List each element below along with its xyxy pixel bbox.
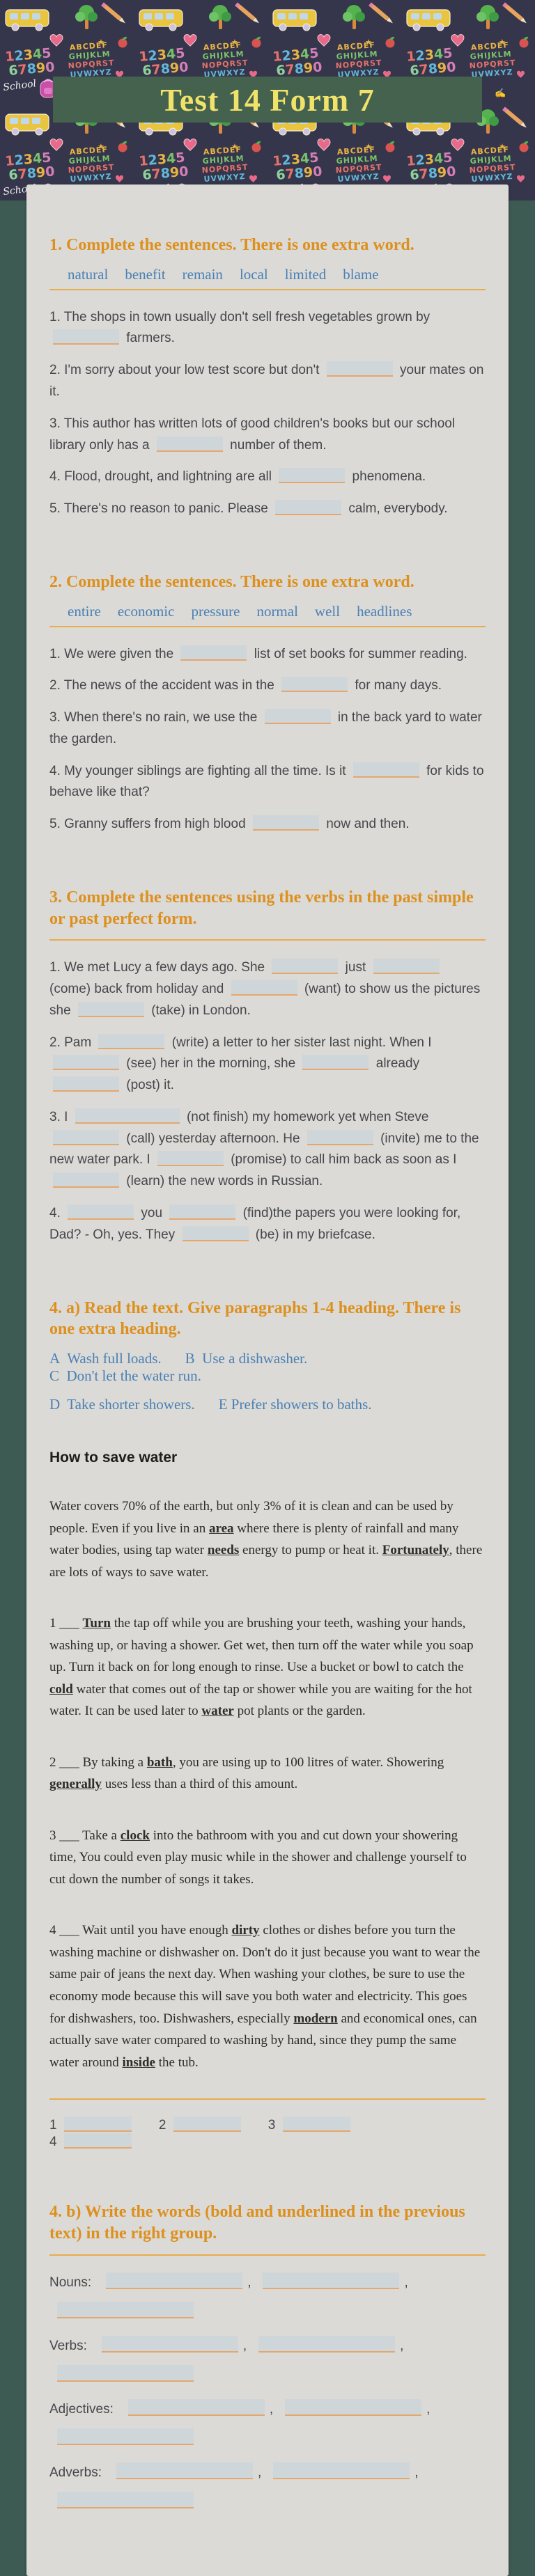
answer-blank[interactable] — [275, 500, 341, 515]
comma: , — [242, 2338, 247, 2353]
heading-options — [49, 1350, 486, 1413]
bold-underlined-word: Fortunately — [382, 1543, 449, 1558]
word-bank-item: entire — [68, 602, 101, 620]
answer-blank[interactable] — [64, 2133, 132, 2149]
answer-blank[interactable] — [57, 2365, 194, 2382]
section-3-items — [49, 957, 486, 1246]
answer-blank[interactable] — [53, 1130, 119, 1145]
answer-blank[interactable] — [253, 815, 319, 831]
word-bank-item: headlines — [357, 602, 412, 620]
sentence-item: 2. I'm sorry about your low test score but don't your mates on it. — [49, 363, 484, 400]
answer-blank[interactable] — [57, 2492, 194, 2508]
reading-paragraph-3: 3 ___ Take a clock into the bathroom with you and cut down your showering time, You could even play music while in the shower and challenge yourself to cut down the number of songs it takes. — [49, 1828, 467, 1887]
answer-blank[interactable] — [279, 468, 345, 483]
sentence-item: 5. Granny suffers from high blood now and then. — [49, 817, 410, 832]
section-4a-heading: 4. a) Read the text. Give paragraphs 1-4 heading. There is one extra heading. — [49, 1298, 461, 1339]
paragraph-answer — [268, 2118, 354, 2133]
paragraph-number: 1 — [49, 2118, 61, 2133]
word-group-label: Verbs: — [49, 2338, 87, 2353]
answer-blank[interactable] — [106, 2272, 242, 2289]
comma: , — [257, 2465, 262, 2480]
answer-blank[interactable] — [263, 2272, 399, 2289]
word-group — [49, 2272, 486, 2319]
word-bank-item: blame — [343, 265, 379, 283]
answer-blank[interactable] — [98, 1034, 164, 1049]
answer-blank[interactable] — [272, 959, 338, 974]
paragraph-number: 3 — [268, 2118, 279, 2133]
bold-underlined-word: area — [209, 1521, 234, 1536]
paragraph-answer — [49, 2135, 135, 2149]
reading-paragraph-2: 2 ___ By taking a bath, you are using up to 100 litres of water. Showering generally uses less than a third of this amount. — [49, 1754, 444, 1792]
word-bank-item: natural — [68, 265, 109, 283]
answer-blank[interactable] — [64, 2116, 132, 2132]
word-bank-item: well — [314, 602, 341, 620]
answer-blank[interactable] — [68, 1204, 134, 1220]
divider — [49, 289, 486, 290]
answer-blank[interactable] — [183, 1226, 249, 1241]
answer-blank[interactable] — [53, 1172, 119, 1188]
sentence-item: 4. Flood, drought, and lightning are all phenomena. — [49, 469, 426, 485]
section-2 — [49, 572, 486, 835]
sentence-item: 3. This author has written lots of good children's books but our school library only has a number of them. — [49, 416, 456, 453]
answer-blank[interactable] — [102, 2336, 238, 2353]
section-3-heading: 3. Complete the sentences using the verbs in the past simple or past perfect form. — [49, 888, 474, 928]
answer-blank[interactable] — [128, 2399, 265, 2416]
bold-underlined-word: cold — [49, 1681, 73, 1697]
reading-title: How to save water — [49, 1449, 178, 1466]
sentence-item: 5. There's no reason to panic. Please calm, everybody. — [49, 501, 448, 517]
bold-underlined-word: clock — [120, 1828, 150, 1843]
bold-underlined-word: water — [201, 1704, 234, 1719]
bold-underlined-word: dirty — [231, 1923, 260, 1938]
word-bank-item: remain — [182, 265, 223, 283]
word-group-label: Nouns: — [49, 2275, 92, 2290]
comma: , — [400, 2338, 404, 2353]
comma: , — [247, 2275, 251, 2290]
sentence-item: 1. We met Lucy a few days ago. She just (come) back from holiday and (want) to show us the pictures she (take) in London. — [49, 960, 481, 1018]
page-title-banner — [53, 77, 482, 123]
sentence-item: 1. We were given the list of set books for summer reading. — [49, 646, 467, 661]
comma: , — [404, 2275, 408, 2290]
sentence-item: 3. I (not finish) my homework yet when Steve (call) yesterday afternoon. He (invite) me to the new water park. I (promise) to call him back as soon as I (learn) the new words in Russian. — [49, 1109, 479, 1189]
word-bank-item: benefit — [125, 265, 166, 283]
bold-underlined-word: modern — [293, 2011, 338, 2026]
sentence-item: 2. The news of the accident was in the for many days. — [49, 678, 442, 693]
divider — [49, 2098, 486, 2100]
section-1 — [49, 235, 486, 520]
answer-blank[interactable] — [353, 762, 419, 778]
answer-blank[interactable] — [53, 1055, 119, 1070]
comma: , — [414, 2465, 419, 2480]
section-1-items — [49, 307, 486, 520]
section-4a — [49, 1298, 486, 2151]
heading-option: E Prefer showers to baths. — [218, 1395, 372, 1413]
section-2-heading: 2. Complete the sentences. There is one extra word. — [49, 572, 414, 591]
reading-paragraph-4: 4 ___ Wait until you have enough dirty clothes or dishes before you turn the washing machine or dishwasher on. Don't do it just because you want to wear the same pair of jeans the next day. When washing your clothes, be sure to use the economy mode because this will save you both water and electricity. This goes for dishwashers, too. Dishwashers, especially modern and economical ones, can actually save water compared to washing by hand, since they pump the same water around inside the tub. — [49, 1923, 481, 2070]
bold-underlined-word: needs — [207, 1543, 240, 1558]
answer-blank[interactable] — [265, 709, 331, 724]
answer-blank[interactable] — [307, 1130, 373, 1145]
answer-blank[interactable] — [327, 361, 393, 377]
reading-paragraph-1: 1 ___ Turn the tap off while you are brushing your teeth, washing your hands, washing up, or having a shower. Get wet, then turn off the water while you soap up. Turn it back on for long enough to rinse. Use a bucket or bowl to catch the cold water that comes out of the tap or shower while you are waiting for the hot water. It can be used later to water pot plants or the garden. — [49, 1616, 474, 1719]
answer-blank[interactable] — [116, 2463, 253, 2479]
sentence-item: 4. you (find)the papers you were looking for, Dad? - Oh, yes. They (be) in my briefcase. — [49, 1206, 461, 1242]
answer-blank[interactable] — [231, 980, 297, 996]
heading-options-row-1 — [49, 1350, 486, 1385]
word-bank-item: local — [239, 265, 268, 283]
heading-option: A Wash full loads. — [49, 1349, 162, 1367]
answer-blank[interactable] — [169, 1204, 235, 1220]
answer-blank[interactable] — [283, 2116, 350, 2132]
answer-blank[interactable] — [78, 1002, 144, 1017]
word-group-label: Adverbs: — [49, 2465, 102, 2480]
heading-option: B Use a dishwasher. — [185, 1349, 308, 1367]
answer-blank[interactable] — [53, 1076, 119, 1092]
sentence-item: 2. Pam (write) a letter to her sister last night. When I (see) her in the morning, she already (post) it. — [49, 1035, 432, 1093]
section-4b — [49, 2201, 486, 2508]
sentence-item: 3. When there's no rain, we use the in the back yard to water the garden. — [49, 710, 482, 746]
answer-blank[interactable] — [273, 2463, 410, 2479]
bold-underlined-word: bath — [146, 1754, 173, 1770]
answer-blank[interactable] — [302, 1055, 369, 1070]
answer-blank[interactable] — [157, 1151, 224, 1166]
bold-underlined-word: inside — [122, 2055, 155, 2070]
section-1-word-bank — [68, 266, 486, 283]
word-bank-item: limited — [284, 265, 327, 283]
paragraph-answer — [159, 2118, 245, 2133]
page-title: Test 14 Form 7 — [160, 81, 375, 118]
comma: , — [269, 2401, 274, 2417]
answer-blank[interactable] — [180, 645, 247, 661]
sentence-item: 1. The shops in town usually don't sell fresh vegetables grown by farmers. — [49, 309, 431, 346]
answer-blank[interactable] — [281, 677, 348, 692]
answer-blank[interactable] — [285, 2399, 421, 2416]
divider — [49, 2254, 486, 2256]
bold-underlined-word: generally — [49, 1777, 102, 1792]
answer-blank[interactable] — [57, 2428, 194, 2445]
bold-underlined-word: Turn — [82, 1616, 111, 1631]
answer-blank[interactable] — [75, 1108, 180, 1124]
section-3 — [49, 887, 486, 1246]
word-groups — [49, 2272, 486, 2509]
answer-blank[interactable] — [173, 2116, 241, 2132]
paragraph-number: 2 — [158, 2118, 170, 2133]
word-group — [49, 2336, 486, 2382]
reading-paragraph-intro: Water covers 70% of the earth, but only 3% of it is clean and can be used by people. Even if you live in an area where there is plenty of rainfall and many water bodies, using tap water needs energy to pump or heat it. Fortunately, there are lots of ways to save water. — [49, 1498, 483, 1580]
word-group — [49, 2399, 486, 2446]
comma: , — [426, 2401, 431, 2417]
word-bank-item: pressure — [191, 602, 240, 620]
divider — [49, 626, 486, 627]
heading-options-row-2 — [49, 1396, 486, 1413]
section-2-word-bank — [68, 603, 486, 620]
word-bank-item: normal — [256, 602, 298, 620]
sentence-item: 4. My younger siblings are fighting all the time. Is it for kids to behave like that? — [49, 763, 484, 800]
worksheet-card — [26, 184, 509, 2576]
word-group-label: Adjectives: — [49, 2401, 114, 2417]
section-4b-heading: 4. b) Write the words (bold and underlined in the previous text) in the right group. — [49, 2203, 465, 2243]
section-2-items — [49, 644, 486, 835]
divider — [49, 939, 486, 941]
answer-blank[interactable] — [258, 2336, 395, 2353]
paragraph-number: 4 — [49, 2135, 61, 2150]
answer-blank[interactable] — [157, 437, 223, 452]
paragraph-answer — [49, 2118, 135, 2133]
reading-text — [49, 1495, 486, 2073]
heading-option: D Take shorter showers. — [49, 1395, 195, 1413]
section-1-heading: 1. Complete the sentences. There is one extra word. — [49, 236, 414, 254]
answer-blank[interactable] — [57, 2302, 194, 2318]
word-group — [49, 2463, 486, 2509]
answer-blank[interactable] — [373, 959, 440, 974]
heading-option: C Don't let the water run. — [49, 1367, 201, 1384]
answer-blank[interactable] — [53, 329, 119, 345]
paragraph-answers-row — [49, 2116, 486, 2150]
word-bank-item: economic — [117, 602, 175, 620]
doodle-header — [0, 0, 535, 201]
